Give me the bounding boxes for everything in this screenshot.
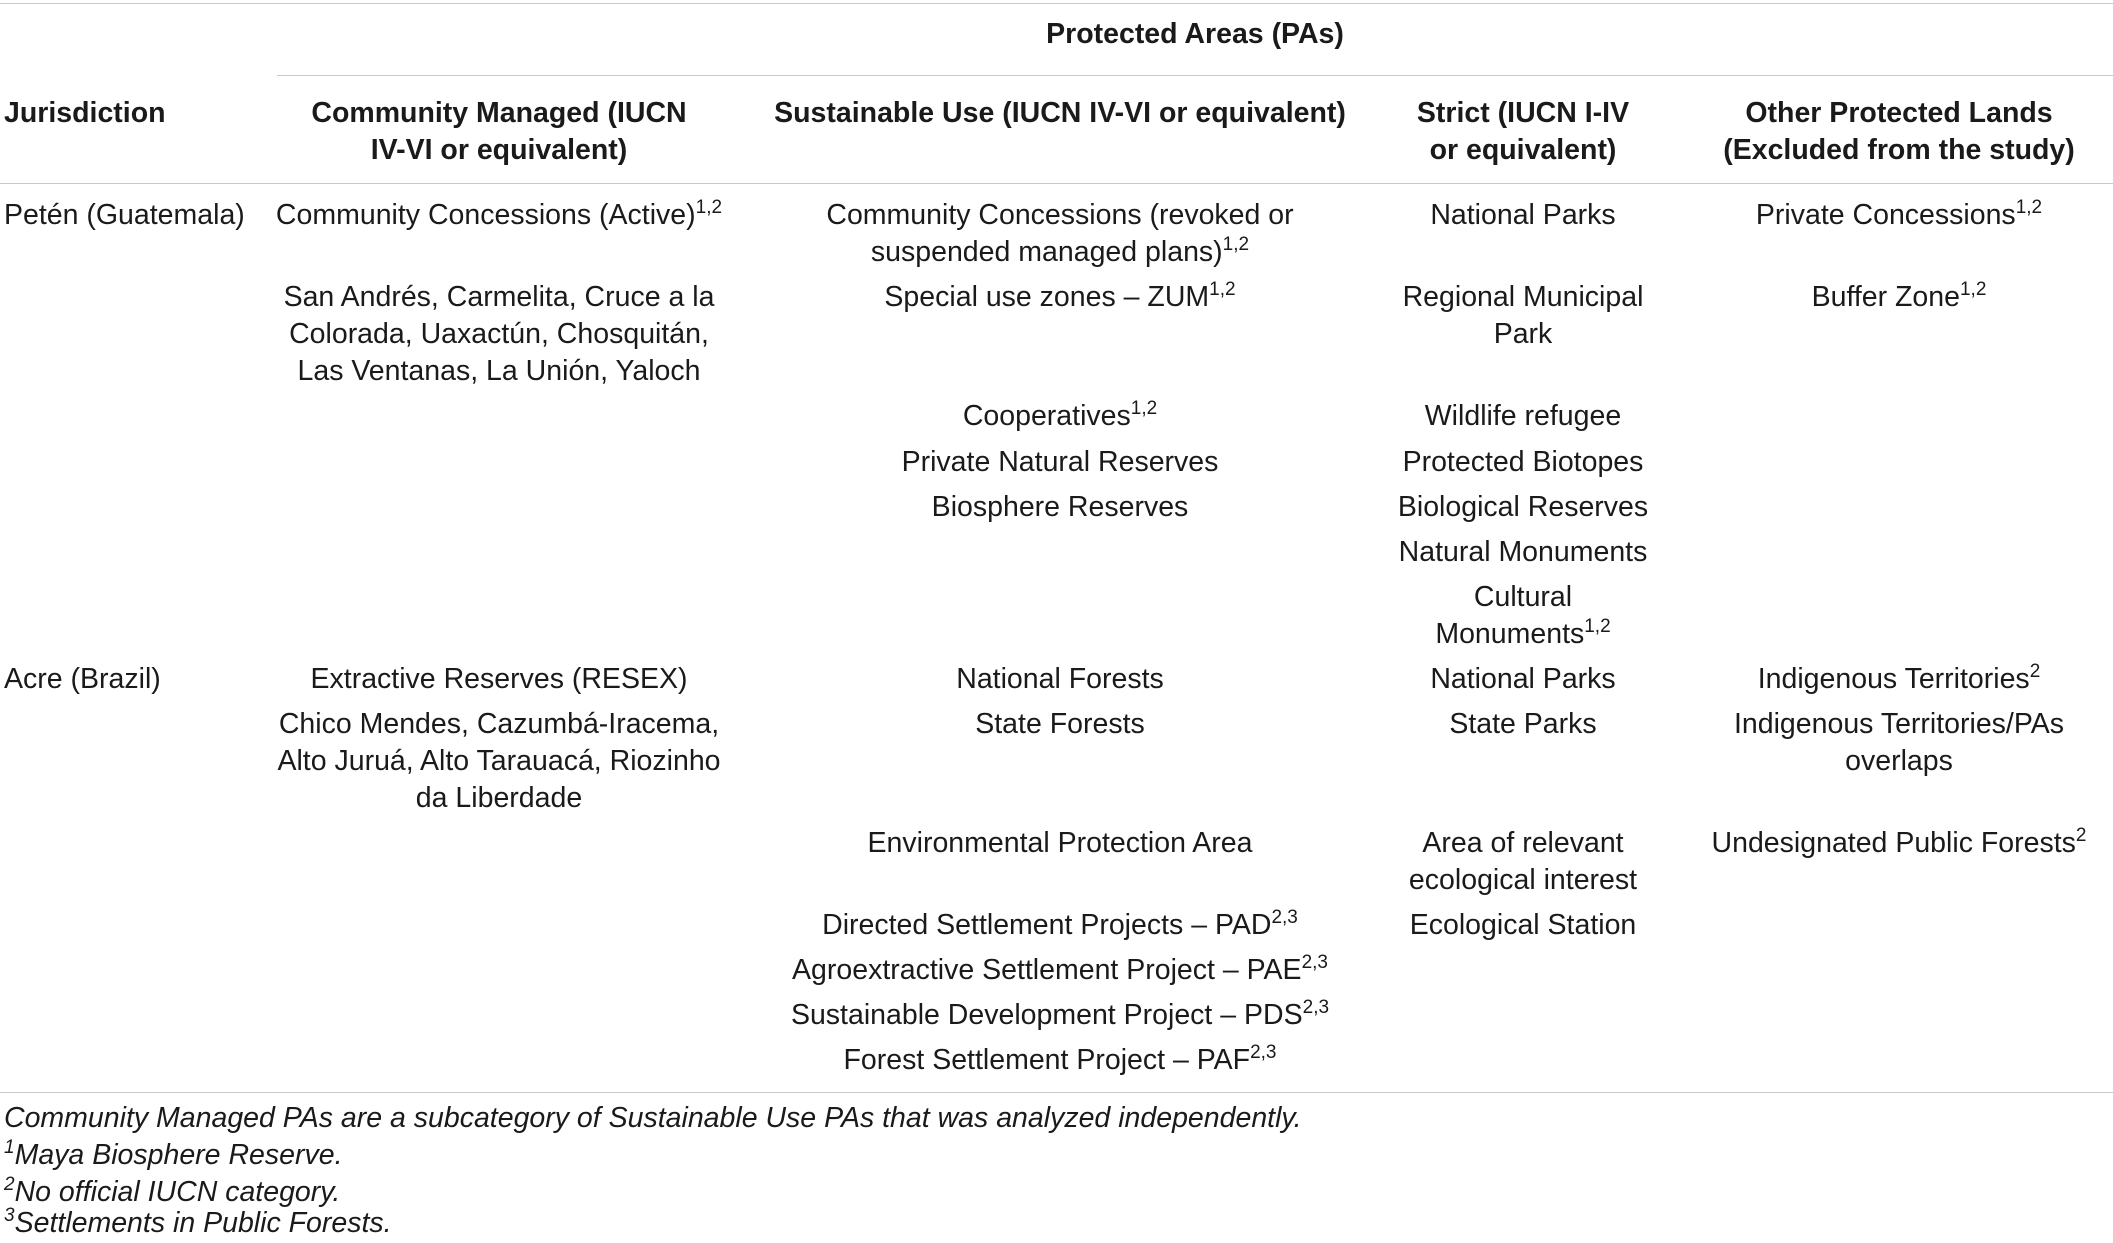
header-community-managed-line-2: IV-VI or equivalent) <box>370 134 628 166</box>
cell-line: Park <box>1493 318 1553 350</box>
jurisdiction-cell: Petén (Guatemala) <box>4 199 245 231</box>
header-strict-line-1: Strict (IUCN I-IV <box>1416 97 1630 129</box>
cell-line: Buffer Zone$^{1,2}$ <box>1811 279 1987 313</box>
cell-line: Community Concessions (Active)$^{1,2}$ <box>275 197 723 231</box>
supergroup-header: Protected Areas (PAs) <box>1046 18 1344 50</box>
cell-line: Special use zones – ZUM$^{1,2}$ <box>884 279 1236 313</box>
cell-line: Alto Juruá, Alto Tarauacá, Riozinho <box>277 745 721 777</box>
cell-line: Undesignated Public Forests$^2$ <box>1711 825 2087 859</box>
cell-line: Cultural <box>1473 581 1573 613</box>
cell-line: Protected Biotopes <box>1402 446 1644 478</box>
cell-line: National Parks <box>1430 663 1616 695</box>
cell-line: Natural Monuments <box>1398 536 1648 568</box>
header-community-managed-line-1: Community Managed (IUCN <box>311 97 687 129</box>
table-bottom-rule <box>0 1092 2113 1093</box>
cell-line: Cooperatives$^{1,2}$ <box>962 398 1158 432</box>
header-jurisdiction: Jurisdiction <box>4 97 166 129</box>
cell-line: suspended managed plans)$^{1,2}$ <box>870 234 1250 268</box>
header-strict-line-2: or equivalent) <box>1429 134 1617 166</box>
cell-line: National Forests <box>956 663 1164 695</box>
cell-line: overlaps <box>1845 745 1953 777</box>
cell-line: ecological interest <box>1408 864 1638 896</box>
cell-line: Extractive Reserves (RESEX) <box>310 663 688 695</box>
cell-line: Environmental Protection Area <box>867 827 1253 859</box>
cell-line: Chico Mendes, Cazumbá-Iracema, <box>278 708 720 740</box>
footnote-3: $^3$Settlements in Public Forests. <box>4 1205 392 1239</box>
header-other-protected-lands-line-2: (Excluded from the study) <box>1723 134 2075 166</box>
cell-line: Agroextractive Settlement Project – PAE$^{2,3}$ <box>792 952 1328 986</box>
footnote-2: $^2$No official IUCN category. <box>4 1174 341 1208</box>
header-other-protected-lands-line-1: Other Protected Lands <box>1745 97 2053 129</box>
cell-line: Private Natural Reserves <box>901 446 1219 478</box>
cell-line: San Andrés, Carmelita, Cruce a la <box>283 281 715 313</box>
cell-line: Indigenous Territories$^2$ <box>1757 661 2041 695</box>
cell-line: Las Ventanas, La Unión, Yaloch <box>297 355 701 387</box>
cell-line: Colorada, Uaxactún, Chosquitán, <box>289 318 709 350</box>
jurisdiction-cell: Acre (Brazil) <box>4 663 161 695</box>
cell-line: Ecological Station <box>1409 909 1637 941</box>
cell-line: Indigenous Territories/PAs <box>1733 708 2065 740</box>
footnote-general: Community Managed PAs are a subcategory of Sustainable Use PAs that was analyzed independently. <box>4 1102 1302 1134</box>
cell-line: Regional Municipal <box>1402 281 1644 313</box>
cell-line: Forest Settlement Project – PAF$^{2,3}$ <box>843 1042 1277 1076</box>
header-bottom-rule <box>0 183 2113 184</box>
cell-line: State Parks <box>1449 708 1597 740</box>
footnote-1: $^1$Maya Biosphere Reserve. <box>4 1137 343 1171</box>
table-top-rule <box>0 3 2113 4</box>
cell-line: Sustainable Development Project – PDS$^{2,3}$ <box>790 997 1330 1031</box>
cell-line: State Forests <box>975 708 1145 740</box>
cell-line: da Liberdade <box>415 782 583 814</box>
cell-line: Directed Settlement Projects – PAD$^{2,3}$ <box>822 907 1298 941</box>
cell-line: Community Concessions (revoked or <box>826 199 1294 231</box>
cell-line: Monuments$^{1,2}$ <box>1435 616 1611 650</box>
cell-line: National Parks <box>1430 199 1616 231</box>
header-sustainable-use: Sustainable Use (IUCN IV-VI or equivalent) <box>774 97 1346 129</box>
cell-line: Wildlife refugee <box>1424 400 1622 432</box>
cell-line: Private Concessions$^{1,2}$ <box>1755 197 2043 231</box>
cell-line: Biological Reserves <box>1397 491 1649 523</box>
cell-line: Biosphere Reserves <box>931 491 1189 523</box>
supergroup-underline <box>277 75 2113 76</box>
cell-line: Area of relevant <box>1422 827 1624 859</box>
